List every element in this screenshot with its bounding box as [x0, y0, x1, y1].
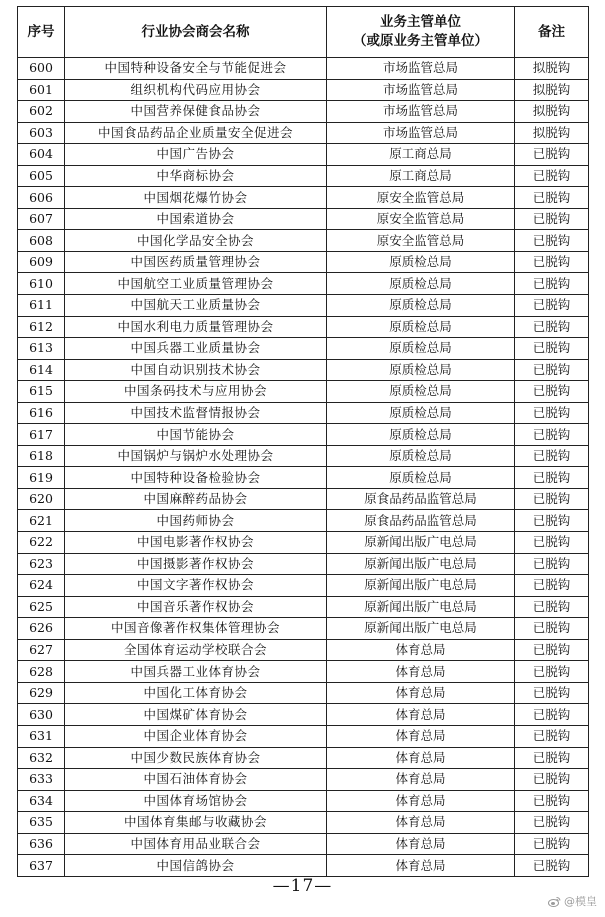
cell-number: 628	[18, 661, 65, 683]
cell-authority: 市场监管总局	[327, 101, 515, 123]
table-row	[18, 208, 589, 230]
table-row	[18, 510, 589, 532]
cell-association-name: 中华商标协会	[65, 165, 327, 187]
cell-association-name: 中国航空工业质量管理协会	[65, 273, 327, 295]
cell-authority: 体育总局	[327, 833, 515, 855]
cell-association-name: 中国石油体育协会	[65, 769, 327, 791]
cell-association-name: 中国技术监督情报协会	[65, 402, 327, 424]
cell-number: 607	[18, 208, 65, 230]
cell-number: 602	[18, 101, 65, 123]
cell-association-name: 中国烟花爆竹协会	[65, 187, 327, 209]
cell-number: 630	[18, 704, 65, 726]
cell-authority: 原质检总局	[327, 273, 515, 295]
cell-note: 已脱钩	[515, 661, 589, 683]
cell-association-name: 中国医药质量管理协会	[65, 251, 327, 273]
cell-authority: 体育总局	[327, 790, 515, 812]
cell-association-name: 中国音乐著作权协会	[65, 596, 327, 618]
cell-number: 603	[18, 122, 65, 144]
table-row	[18, 338, 589, 360]
header-authority-line2: （或原业务主管单位）	[353, 33, 488, 49]
table-row	[18, 855, 589, 877]
cell-note: 已脱钩	[515, 855, 589, 877]
header-authority	[327, 7, 515, 58]
cell-authority: 原新闻出版广电总局	[327, 575, 515, 597]
watermark	[548, 893, 597, 909]
table-row	[18, 316, 589, 338]
cell-note: 已脱钩	[515, 359, 589, 381]
cell-note: 已脱钩	[515, 532, 589, 554]
cell-note: 拟脱钩	[515, 58, 589, 80]
cell-authority: 体育总局	[327, 725, 515, 747]
cell-authority: 原质检总局	[327, 316, 515, 338]
cell-authority: 原食品药品监管总局	[327, 510, 515, 532]
table-row	[18, 704, 589, 726]
cell-authority: 市场监管总局	[327, 58, 515, 80]
cell-association-name: 中国特种设备检验协会	[65, 467, 327, 489]
cell-number: 601	[18, 79, 65, 101]
table-row	[18, 575, 589, 597]
cell-note: 已脱钩	[515, 596, 589, 618]
cell-number: 621	[18, 510, 65, 532]
cell-association-name: 中国化工体育协会	[65, 682, 327, 704]
cell-association-name: 中国信鸽协会	[65, 855, 327, 877]
table-row	[18, 187, 589, 209]
cell-number: 636	[18, 833, 65, 855]
cell-note: 已脱钩	[515, 488, 589, 510]
cell-note: 已脱钩	[515, 445, 589, 467]
cell-number: 631	[18, 725, 65, 747]
cell-association-name: 中国电影著作权协会	[65, 532, 327, 554]
cell-number: 622	[18, 532, 65, 554]
cell-association-name: 中国锅炉与锅炉水处理协会	[65, 445, 327, 467]
cell-number: 624	[18, 575, 65, 597]
cell-authority: 体育总局	[327, 747, 515, 769]
header-note: 备注	[515, 7, 589, 58]
cell-note: 拟脱钩	[515, 122, 589, 144]
cell-association-name: 全国体育运动学校联合会	[65, 639, 327, 661]
watermark-text: @模皇	[564, 895, 597, 908]
cell-authority: 体育总局	[327, 812, 515, 834]
cell-number: 609	[18, 251, 65, 273]
cell-note: 已脱钩	[515, 747, 589, 769]
table-row	[18, 553, 589, 575]
cell-number: 605	[18, 165, 65, 187]
table-row	[18, 682, 589, 704]
cell-number: 614	[18, 359, 65, 381]
cell-association-name: 中国特种设备安全与节能促进会	[65, 58, 327, 80]
table-row	[18, 424, 589, 446]
cell-authority: 原质检总局	[327, 467, 515, 489]
table-row	[18, 790, 589, 812]
cell-association-name: 中国兵器工业体育协会	[65, 661, 327, 683]
cell-note: 已脱钩	[515, 682, 589, 704]
cell-note: 已脱钩	[515, 165, 589, 187]
cell-note: 已脱钩	[515, 575, 589, 597]
cell-authority: 原质检总局	[327, 251, 515, 273]
cell-authority: 体育总局	[327, 661, 515, 683]
cell-association-name: 中国兵器工业质量协会	[65, 338, 327, 360]
cell-authority: 原新闻出版广电总局	[327, 596, 515, 618]
cell-number: 616	[18, 402, 65, 424]
association-table	[17, 6, 589, 877]
cell-number: 608	[18, 230, 65, 252]
cell-number: 620	[18, 488, 65, 510]
cell-note: 已脱钩	[515, 639, 589, 661]
table-row	[18, 251, 589, 273]
cell-number: 627	[18, 639, 65, 661]
table-row	[18, 445, 589, 467]
cell-note: 已脱钩	[515, 510, 589, 532]
cell-association-name: 中国少数民族体育协会	[65, 747, 327, 769]
table-row	[18, 122, 589, 144]
cell-association-name: 中国企业体育协会	[65, 725, 327, 747]
cell-association-name: 中国条码技术与应用协会	[65, 381, 327, 403]
cell-authority: 体育总局	[327, 769, 515, 791]
table-row	[18, 101, 589, 123]
cell-association-name: 中国麻醉药品协会	[65, 488, 327, 510]
cell-authority: 原质检总局	[327, 424, 515, 446]
cell-authority: 原安全监管总局	[327, 187, 515, 209]
cell-authority: 原食品药品监管总局	[327, 488, 515, 510]
header-authority-line1: 业务主管单位	[380, 14, 461, 30]
table-row	[18, 812, 589, 834]
weibo-logo-icon	[548, 896, 561, 907]
cell-association-name: 中国节能协会	[65, 424, 327, 446]
table-row	[18, 273, 589, 295]
cell-number: 600	[18, 58, 65, 80]
cell-note: 拟脱钩	[515, 101, 589, 123]
cell-authority: 原安全监管总局	[327, 230, 515, 252]
cell-note: 已脱钩	[515, 402, 589, 424]
cell-association-name: 中国航天工业质量协会	[65, 295, 327, 317]
cell-note: 已脱钩	[515, 833, 589, 855]
cell-authority: 原质检总局	[327, 402, 515, 424]
cell-association-name: 中国体育集邮与收藏协会	[65, 812, 327, 834]
table-row	[18, 661, 589, 683]
cell-note: 已脱钩	[515, 381, 589, 403]
table-row	[18, 402, 589, 424]
cell-authority: 体育总局	[327, 682, 515, 704]
cell-number: 625	[18, 596, 65, 618]
cell-association-name: 中国药师协会	[65, 510, 327, 532]
table-row	[18, 58, 589, 80]
table-row	[18, 725, 589, 747]
cell-note: 已脱钩	[515, 316, 589, 338]
cell-note: 已脱钩	[515, 208, 589, 230]
cell-association-name: 中国广告协会	[65, 144, 327, 166]
cell-authority: 原安全监管总局	[327, 208, 515, 230]
cell-association-name: 中国煤矿体育协会	[65, 704, 327, 726]
table-row	[18, 295, 589, 317]
cell-number: 626	[18, 618, 65, 640]
table-row	[18, 639, 589, 661]
cell-association-name: 中国体育场馆协会	[65, 790, 327, 812]
cell-association-name: 中国体育用品业联合会	[65, 833, 327, 855]
cell-authority: 原质检总局	[327, 295, 515, 317]
cell-authority: 原质检总局	[327, 338, 515, 360]
page-number: —17—	[272, 876, 333, 896]
table-row	[18, 230, 589, 252]
cell-number: 613	[18, 338, 65, 360]
table-row	[18, 359, 589, 381]
header-seq: 序号	[18, 7, 65, 58]
cell-association-name: 中国食品药品企业质量安全促进会	[65, 122, 327, 144]
cell-number: 618	[18, 445, 65, 467]
table-row	[18, 165, 589, 187]
cell-number: 635	[18, 812, 65, 834]
cell-note: 已脱钩	[515, 790, 589, 812]
cell-note: 已脱钩	[515, 618, 589, 640]
cell-number: 637	[18, 855, 65, 877]
cell-association-name: 中国化学品安全协会	[65, 230, 327, 252]
cell-number: 604	[18, 144, 65, 166]
table-row	[18, 144, 589, 166]
cell-association-name: 中国自动识别技术协会	[65, 359, 327, 381]
table-row	[18, 618, 589, 640]
cell-number: 633	[18, 769, 65, 791]
header-name: 行业协会商会名称	[65, 7, 327, 58]
cell-authority: 原质检总局	[327, 359, 515, 381]
cell-association-name: 中国文字著作权协会	[65, 575, 327, 597]
cell-authority: 体育总局	[327, 704, 515, 726]
cell-note: 已脱钩	[515, 230, 589, 252]
cell-number: 617	[18, 424, 65, 446]
cell-note: 已脱钩	[515, 273, 589, 295]
cell-number: 606	[18, 187, 65, 209]
cell-note: 已脱钩	[515, 467, 589, 489]
cell-association-name: 中国摄影著作权协会	[65, 553, 327, 575]
cell-number: 629	[18, 682, 65, 704]
cell-authority: 原新闻出版广电总局	[327, 618, 515, 640]
cell-note: 已脱钩	[515, 553, 589, 575]
cell-number: 634	[18, 790, 65, 812]
cell-authority: 原工商总局	[327, 165, 515, 187]
cell-number: 610	[18, 273, 65, 295]
cell-authority: 体育总局	[327, 855, 515, 877]
table-row	[18, 532, 589, 554]
cell-association-name: 中国索道协会	[65, 208, 327, 230]
cell-authority: 原质检总局	[327, 381, 515, 403]
table-row	[18, 833, 589, 855]
table-row	[18, 79, 589, 101]
cell-number: 619	[18, 467, 65, 489]
table-header-row	[18, 7, 589, 58]
cell-authority: 体育总局	[327, 639, 515, 661]
table-row	[18, 381, 589, 403]
cell-note: 拟脱钩	[515, 79, 589, 101]
cell-note: 已脱钩	[515, 144, 589, 166]
cell-authority: 原新闻出版广电总局	[327, 553, 515, 575]
cell-association-name: 中国水利电力质量管理协会	[65, 316, 327, 338]
cell-note: 已脱钩	[515, 295, 589, 317]
cell-association-name: 中国营养保健食品协会	[65, 101, 327, 123]
table-row	[18, 467, 589, 489]
cell-authority: 市场监管总局	[327, 122, 515, 144]
cell-note: 已脱钩	[515, 725, 589, 747]
cell-note: 已脱钩	[515, 251, 589, 273]
cell-number: 612	[18, 316, 65, 338]
cell-authority: 原质检总局	[327, 445, 515, 467]
cell-authority: 原工商总局	[327, 144, 515, 166]
table-body	[18, 58, 589, 877]
cell-number: 615	[18, 381, 65, 403]
table-row	[18, 596, 589, 618]
cell-note: 已脱钩	[515, 812, 589, 834]
cell-note: 已脱钩	[515, 187, 589, 209]
cell-authority: 原新闻出版广电总局	[327, 532, 515, 554]
table-row	[18, 747, 589, 769]
cell-number: 632	[18, 747, 65, 769]
cell-number: 611	[18, 295, 65, 317]
cell-number: 623	[18, 553, 65, 575]
cell-note: 已脱钩	[515, 424, 589, 446]
table-row	[18, 488, 589, 510]
table-row	[18, 769, 589, 791]
cell-association-name: 组织机构代码应用协会	[65, 79, 327, 101]
cell-note: 已脱钩	[515, 338, 589, 360]
cell-note: 已脱钩	[515, 769, 589, 791]
cell-note: 已脱钩	[515, 704, 589, 726]
cell-authority: 市场监管总局	[327, 79, 515, 101]
cell-association-name: 中国音像著作权集体管理协会	[65, 618, 327, 640]
